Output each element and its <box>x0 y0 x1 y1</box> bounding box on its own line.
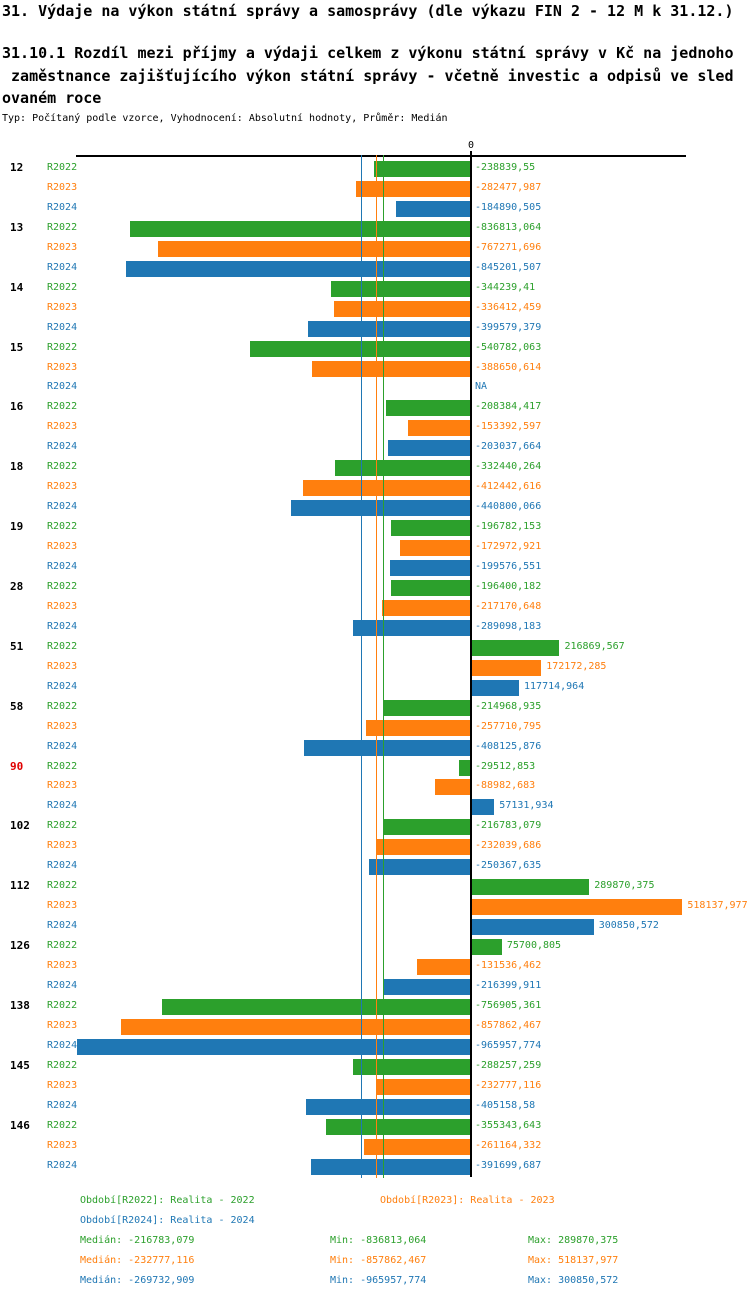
series-label: R2024 <box>47 1159 78 1171</box>
series-label: R2022 <box>47 580 78 592</box>
bar-value-label: -288257,259 <box>475 1059 542 1071</box>
bar-126-r2024 <box>383 979 471 995</box>
bar-value-label: -845201,507 <box>475 261 542 273</box>
series-label: R2023 <box>47 600 78 612</box>
zero-tick-label: 0 <box>467 140 475 151</box>
chart-row-12-r2023 <box>0 178 750 198</box>
chart-row-58-r2022 <box>0 697 750 717</box>
bar-value-label: -965957,774 <box>475 1039 542 1051</box>
series-label: R2024 <box>47 740 78 752</box>
bar-14-r2022 <box>331 281 471 297</box>
bar-138-r2022 <box>162 999 471 1015</box>
chart-subtitle-line-1: 31.10.1 Rozdíl mezi příjmy a výdaji celkem z výkonu státní správy v Kč na jednoho <box>2 44 734 62</box>
chart-row-58-r2024 <box>0 737 750 757</box>
series-label: R2022 <box>47 521 78 533</box>
bar-value-label: -250367,635 <box>475 860 542 872</box>
series-label: R2023 <box>47 960 78 971</box>
series-label: R2023 <box>47 541 78 553</box>
legend-median-r2023: Medián: -232777,116 <box>80 1255 195 1266</box>
bar-102-r2024 <box>369 859 471 875</box>
series-label: R2023 <box>47 840 78 852</box>
chart-row-145-r2024 <box>0 1096 750 1116</box>
chart-row-28-r2024 <box>0 617 750 637</box>
bar-value-label: -405158,58 <box>475 1099 536 1111</box>
series-label: R2024 <box>47 321 78 333</box>
series-label: R2023 <box>47 900 78 912</box>
bar-value-label: -540782,063 <box>475 341 542 353</box>
series-label: R2023 <box>47 301 78 313</box>
bar-145-r2024 <box>306 1099 471 1115</box>
chart-row-51-r2024 <box>0 677 750 697</box>
median-line-r2022 <box>383 155 384 1178</box>
bar-28-r2022 <box>391 580 471 596</box>
chart-row-15-r2023 <box>0 358 750 378</box>
bar-58-r2023 <box>366 720 471 736</box>
chart-row-102-r2023 <box>0 836 750 856</box>
bar-145-r2023 <box>376 1079 471 1095</box>
bar-145-r2022 <box>353 1059 471 1075</box>
bar-value-label: -440800,066 <box>475 501 542 513</box>
bar-value-label: -214968,935 <box>475 700 542 712</box>
bar-138-r2024 <box>77 1039 471 1055</box>
series-label: R2023 <box>47 1139 78 1151</box>
series-label: R2024 <box>47 501 78 513</box>
chart-row-18-r2022 <box>0 457 750 477</box>
bar-value-label: -412442,616 <box>475 481 542 493</box>
bar-28-r2023 <box>382 600 471 616</box>
chart-row-146-r2022 <box>0 1116 750 1136</box>
chart-row-102-r2022 <box>0 816 750 836</box>
bar-18-r2024 <box>291 500 471 516</box>
bar-value-label: 289870,375 <box>594 880 655 892</box>
bar-value-label: -261164,332 <box>475 1139 542 1151</box>
bar-146-r2023 <box>364 1139 471 1155</box>
category-label: 146 <box>10 1118 30 1132</box>
category-label: 126 <box>10 939 30 953</box>
bar-value-label: -153392,597 <box>475 421 542 433</box>
zero-axis-line <box>470 151 472 1177</box>
legend-min-r2023: Min: -857862,467 <box>330 1255 427 1266</box>
bar-12-r2024 <box>396 201 471 217</box>
bar-value-label: -767271,696 <box>475 241 542 253</box>
bar-102-r2022 <box>383 819 471 835</box>
bar-value-label: -756905,361 <box>475 999 542 1011</box>
series-label: R2023 <box>47 720 78 732</box>
chart-row-13-r2023 <box>0 238 750 258</box>
bar-13-r2022 <box>130 221 471 237</box>
chart-row-126-r2023 <box>0 956 750 976</box>
legend-period-r2024: Období[R2024]: Realita - 2024 <box>80 1215 255 1226</box>
chart-row-14-r2023 <box>0 298 750 318</box>
bar-14-r2024 <box>308 321 471 337</box>
chart-row-58-r2023 <box>0 717 750 737</box>
chart-row-15-r2024 <box>0 377 750 397</box>
series-label: R2022 <box>47 1119 78 1131</box>
bar-value-label: -391699,687 <box>475 1159 542 1171</box>
bar-value-label: -282477,987 <box>475 181 542 193</box>
chart-row-138-r2023 <box>0 1016 750 1036</box>
legend-max-r2023: Max: 518137,977 <box>528 1255 619 1266</box>
bar-58-r2024 <box>304 740 471 756</box>
chart-row-90-r2024 <box>0 796 750 816</box>
series-label: R2022 <box>47 162 78 173</box>
chart-meta-line: Typ: Počítaný podle vzorce, Vyhodnocení: Absolutní hodnoty, Průměr: Medián <box>2 113 448 124</box>
bar-value-label: 216869,567 <box>564 640 625 652</box>
median-line-r2023 <box>376 155 377 1178</box>
chart-row-14-r2022 <box>0 278 750 298</box>
category-label: 12 <box>10 161 24 174</box>
bar-51-r2023 <box>471 660 541 676</box>
bar-value-label: -388650,614 <box>475 361 542 373</box>
chart-row-90-r2023 <box>0 776 750 796</box>
series-label: R2024 <box>47 561 78 572</box>
chart-row-112-r2024 <box>0 916 750 936</box>
bar-value-label: 75700,805 <box>506 940 562 952</box>
chart-row-28-r2023 <box>0 597 750 617</box>
bar-28-r2024 <box>353 620 471 636</box>
bar-value-label: -216399,911 <box>475 979 542 991</box>
series-label: R2023 <box>47 361 78 373</box>
bar-value-label: -257710,795 <box>475 720 542 732</box>
bar-14-r2023 <box>334 301 471 317</box>
series-label: R2022 <box>47 940 78 952</box>
bar-value-label: -857862,467 <box>475 1019 542 1031</box>
bar-value-label: -238839,55 <box>475 162 536 173</box>
series-label: R2024 <box>47 860 78 872</box>
series-label: R2024 <box>47 441 78 453</box>
bar-126-r2023 <box>417 959 471 975</box>
chart-row-146-r2024 <box>0 1156 750 1176</box>
series-label: R2023 <box>47 780 78 792</box>
chart-subtitle-line-2: zaměstnance zajišťujícího výkon státní správy - včetně investic a odpisů ve sled <box>2 67 734 85</box>
bar-value-label: -355343,643 <box>475 1119 542 1131</box>
bar-18-r2023 <box>303 480 471 496</box>
bar-value-label: -332440,264 <box>475 461 542 473</box>
category-label: 102 <box>10 819 30 833</box>
chart-row-19-r2023 <box>0 537 750 557</box>
legend-period-r2023: Období[R2023]: Realita - 2023 <box>380 1195 555 1206</box>
chart-row-90-r2022 <box>0 757 750 777</box>
bar-value-label: 300850,572 <box>598 920 659 932</box>
chart-row-145-r2023 <box>0 1076 750 1096</box>
series-label: R2022 <box>47 1059 78 1071</box>
category-label: 13 <box>10 220 24 234</box>
legend-median-r2024: Medián: -269732,909 <box>80 1275 195 1286</box>
series-label: R2024 <box>47 201 78 213</box>
chart-row-14-r2024 <box>0 318 750 338</box>
series-label: R2022 <box>47 760 78 772</box>
bar-value-label: 172172,285 <box>546 660 607 672</box>
bar-146-r2024 <box>311 1159 471 1175</box>
bar-value-label: -232039,686 <box>475 840 542 852</box>
median-line-r2024 <box>361 155 362 1178</box>
chart-row-126-r2024 <box>0 976 750 996</box>
bar-12-r2022 <box>374 161 471 177</box>
category-label: 14 <box>10 280 24 294</box>
series-label: R2023 <box>47 481 78 493</box>
category-label: 15 <box>10 340 24 354</box>
bar-112-r2023 <box>471 899 682 915</box>
legend-min-r2022: Min: -836813,064 <box>330 1235 427 1246</box>
series-label: R2024 <box>47 680 78 692</box>
bar-13-r2024 <box>126 261 471 277</box>
chart-row-126-r2022 <box>0 936 750 956</box>
bar-value-label: -203037,664 <box>475 441 542 453</box>
bar-value-label: -217170,648 <box>475 600 542 612</box>
bar-19-r2022 <box>391 520 471 536</box>
chart-row-51-r2023 <box>0 657 750 677</box>
series-label: R2022 <box>47 700 78 712</box>
series-label: R2024 <box>47 1099 78 1111</box>
chart-row-18-r2023 <box>0 477 750 497</box>
bar-value-label: -399579,379 <box>475 321 542 333</box>
series-label: R2023 <box>47 1079 78 1091</box>
series-label: R2024 <box>47 1039 78 1051</box>
chart-row-13-r2022 <box>0 218 750 238</box>
chart-subtitle-line-3: ovaném roce <box>2 89 102 107</box>
series-label: R2023 <box>47 181 78 193</box>
series-label: R2024 <box>47 979 78 991</box>
chart-row-18-r2024 <box>0 497 750 517</box>
bar-value-label: -196400,182 <box>475 580 542 592</box>
category-label: 112 <box>10 879 30 893</box>
series-label: R2024 <box>47 800 78 812</box>
x-axis-top-line <box>76 155 686 157</box>
series-label: R2023 <box>47 241 78 253</box>
bar-value-label: -289098,183 <box>475 620 542 632</box>
series-label: R2022 <box>47 401 78 413</box>
bar-value-label: -208384,417 <box>475 401 542 413</box>
chart-row-19-r2024 <box>0 557 750 577</box>
bar-value-label: -29512,853 <box>475 760 536 772</box>
bar-112-r2022 <box>471 879 589 895</box>
chart-row-146-r2023 <box>0 1136 750 1156</box>
bar-16-r2022 <box>386 400 471 416</box>
series-label: R2023 <box>47 660 78 672</box>
bar-value-label: -216783,079 <box>475 820 542 832</box>
bar-18-r2022 <box>335 460 471 476</box>
bar-15-r2023 <box>312 361 471 377</box>
legend-max-r2024: Max: 300850,572 <box>528 1275 619 1286</box>
bar-value-label: -131536,462 <box>475 960 542 971</box>
bar-19-r2024 <box>390 560 471 576</box>
chart-row-138-r2022 <box>0 996 750 1016</box>
chart-row-15-r2022 <box>0 338 750 358</box>
series-label: R2022 <box>47 281 78 293</box>
chart-row-12-r2024 <box>0 198 750 218</box>
legend-min-r2024: Min: -965957,774 <box>330 1275 427 1286</box>
category-label: 19 <box>10 520 24 534</box>
series-label: R2022 <box>47 999 78 1011</box>
chart-row-16-r2022 <box>0 397 750 417</box>
bar-16-r2023 <box>408 420 471 436</box>
bar-value-label: -836813,064 <box>475 221 542 233</box>
chart-row-112-r2023 <box>0 896 750 916</box>
bar-value-label: -196782,153 <box>475 521 542 533</box>
series-label: R2024 <box>47 620 78 632</box>
category-label: 51 <box>10 639 24 653</box>
bar-value-label: -199576,551 <box>475 561 542 572</box>
series-label: R2022 <box>47 820 78 832</box>
bar-value-label: 518137,977 <box>687 900 748 912</box>
bar-51-r2022 <box>471 640 559 656</box>
bar-value-label: -88982,683 <box>475 780 536 792</box>
series-label: R2023 <box>47 421 78 433</box>
series-label: R2022 <box>47 640 78 652</box>
page-title: 31. Výdaje na výkon státní správy a samosprávy (dle výkazu FIN 2 - 12 M k 31.12.) <box>2 2 734 20</box>
bar-51-r2024 <box>471 680 519 696</box>
bar-90-r2023 <box>435 779 471 795</box>
bar-value-label: -172972,921 <box>475 541 542 553</box>
bar-126-r2022 <box>471 939 502 955</box>
series-label: R2024 <box>47 381 78 393</box>
legend-period-r2022: Období[R2022]: Realita - 2022 <box>80 1195 255 1206</box>
bar-146-r2022 <box>326 1119 471 1135</box>
series-label: R2022 <box>47 221 78 233</box>
series-label: R2023 <box>47 1019 78 1031</box>
series-label: R2022 <box>47 341 78 353</box>
category-label: 58 <box>10 699 24 713</box>
chart-row-16-r2024 <box>0 437 750 457</box>
chart-row-112-r2022 <box>0 876 750 896</box>
chart-row-102-r2024 <box>0 856 750 876</box>
chart-row-138-r2024 <box>0 1036 750 1056</box>
legend-max-r2022: Max: 289870,375 <box>528 1235 619 1246</box>
category-label: 28 <box>10 579 24 593</box>
bar-value-label: -184890,505 <box>475 201 542 213</box>
bar-value-label: -344239,41 <box>475 281 536 293</box>
bar-112-r2024 <box>471 919 594 935</box>
bar-value-label: 117714,964 <box>524 680 585 692</box>
bar-138-r2023 <box>121 1019 471 1035</box>
bar-value-label: -408125,876 <box>475 740 542 752</box>
series-label: R2024 <box>47 261 78 273</box>
chart-row-28-r2022 <box>0 577 750 597</box>
category-label: 16 <box>10 400 24 414</box>
bar-90-r2024 <box>471 799 494 815</box>
bar-16-r2024 <box>388 440 471 456</box>
bar-12-r2023 <box>356 181 471 197</box>
bar-19-r2023 <box>400 540 471 556</box>
bar-value-label: NA <box>475 381 488 393</box>
chart-row-145-r2022 <box>0 1056 750 1076</box>
bar-102-r2023 <box>376 839 471 855</box>
category-label: 138 <box>10 998 30 1012</box>
chart-row-51-r2022 <box>0 637 750 657</box>
bar-value-label: -336412,459 <box>475 301 542 313</box>
bar-13-r2023 <box>158 241 471 257</box>
bar-value-label: -232777,116 <box>475 1079 542 1091</box>
series-label: R2022 <box>47 880 78 892</box>
category-label: 90 <box>10 759 24 773</box>
series-label: R2022 <box>47 461 78 473</box>
series-label: R2024 <box>47 920 78 932</box>
chart-row-13-r2024 <box>0 258 750 278</box>
category-label: 145 <box>10 1058 30 1072</box>
chart-row-16-r2023 <box>0 417 750 437</box>
category-label: 18 <box>10 460 24 474</box>
chart-row-12-r2022 <box>0 158 750 178</box>
chart-row-19-r2022 <box>0 517 750 537</box>
bar-58-r2022 <box>383 700 471 716</box>
legend-median-r2022: Medián: -216783,079 <box>80 1235 195 1246</box>
bar-value-label: 57131,934 <box>499 800 554 812</box>
